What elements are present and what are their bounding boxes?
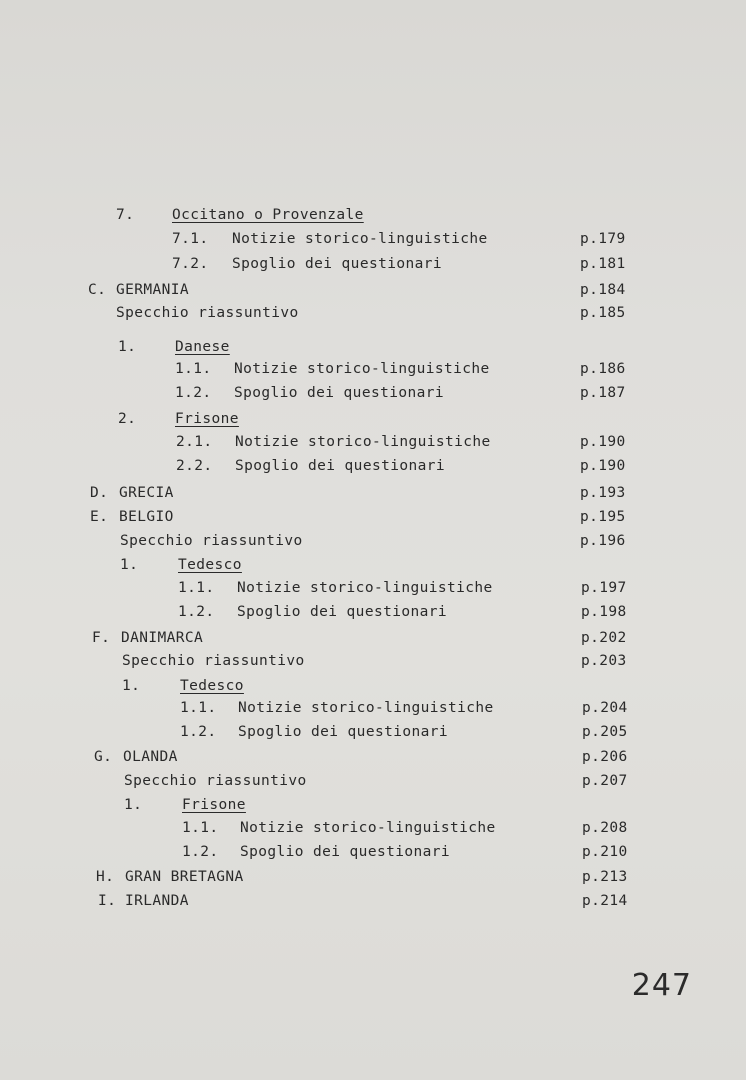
entry-number: 7.2. xyxy=(172,256,209,272)
entry-number: H. xyxy=(96,869,115,885)
entry-title: IRLANDA xyxy=(125,893,189,909)
toc-entry-country xyxy=(0,506,746,528)
entry-page: p.210 xyxy=(582,844,628,860)
entry-page: p.190 xyxy=(580,458,626,474)
entry-number: 2.1. xyxy=(176,434,213,450)
toc-entry-summary xyxy=(0,530,746,552)
entry-title: Tedesco xyxy=(180,678,244,694)
entry-page: p.213 xyxy=(582,869,628,885)
entry-number: 1.1. xyxy=(178,580,215,596)
toc-entry-country xyxy=(0,746,746,768)
toc-entry-language xyxy=(0,554,746,576)
entry-number: 7. xyxy=(116,207,135,223)
entry-title: Notizie storico-linguistiche xyxy=(234,361,490,377)
toc-entry-subsection xyxy=(0,817,746,839)
toc-entry-summary xyxy=(0,770,746,792)
toc-entry-subsection xyxy=(0,577,746,599)
entry-title: DANIMARCA xyxy=(121,630,204,646)
entry-page: p.207 xyxy=(582,773,628,789)
entry-number: 1. xyxy=(118,339,137,355)
entry-title: Notizie storico-linguistiche xyxy=(232,231,488,247)
entry-number: 7.1. xyxy=(172,231,209,247)
toc-entry-subsection xyxy=(0,382,746,404)
toc-entry-subsection xyxy=(0,228,746,250)
entry-page: p.186 xyxy=(580,361,626,377)
toc-entry-subsection xyxy=(0,358,746,380)
toc-entry-language xyxy=(0,204,746,226)
entry-title: GERMANIA xyxy=(116,282,190,298)
entry-page: p.202 xyxy=(581,630,627,646)
entry-page: p.197 xyxy=(581,580,627,596)
toc-entry-country xyxy=(0,890,746,912)
entry-number: G. xyxy=(94,749,113,765)
toc-entry-country xyxy=(0,279,746,301)
entry-page: p.179 xyxy=(580,231,626,247)
toc-entry-subsection xyxy=(0,721,746,743)
entry-number: 2. xyxy=(118,411,137,427)
entry-page: p.195 xyxy=(580,509,626,525)
entry-number: 2.2. xyxy=(176,458,213,474)
entry-page: p.214 xyxy=(582,893,628,909)
entry-title: OLANDA xyxy=(123,749,178,765)
toc-entry-country xyxy=(0,866,746,888)
entry-number: 1.1. xyxy=(175,361,212,377)
entry-page: p.181 xyxy=(580,256,626,272)
entry-page: p.185 xyxy=(580,305,626,321)
entry-title: Spoglio dei questionari xyxy=(232,256,442,272)
page-number: 247 xyxy=(631,968,692,1003)
entry-number: 1.2. xyxy=(182,844,219,860)
entry-page: p.208 xyxy=(582,820,628,836)
entry-title: Notizie storico-linguistiche xyxy=(240,820,496,836)
entry-title: Tedesco xyxy=(178,557,242,573)
entry-page: p.193 xyxy=(580,485,626,501)
entry-title: Specchio riassuntivo xyxy=(120,533,303,549)
toc-entry-language xyxy=(0,794,746,816)
toc-entry-subsection xyxy=(0,431,746,453)
entry-number: 1. xyxy=(124,797,143,813)
entry-number: F. xyxy=(92,630,111,646)
entry-page: p.204 xyxy=(582,700,628,716)
entry-title: Spoglio dei questionari xyxy=(237,604,447,620)
toc-entry-subsection xyxy=(0,601,746,623)
toc-entry-subsection xyxy=(0,455,746,477)
entry-page: p.206 xyxy=(582,749,628,765)
entry-title: Notizie storico-linguistiche xyxy=(238,700,494,716)
toc-entry-subsection xyxy=(0,253,746,275)
entry-title: BELGIO xyxy=(119,509,174,525)
toc-entry-language xyxy=(0,336,746,358)
entry-number: D. xyxy=(90,485,109,501)
entry-page: p.196 xyxy=(580,533,626,549)
entry-page: p.198 xyxy=(581,604,627,620)
entry-title: GRAN BRETAGNA xyxy=(125,869,244,885)
toc-entry-language xyxy=(0,408,746,430)
toc-entry-summary xyxy=(0,302,746,324)
entry-title: Danese xyxy=(175,339,230,355)
entry-number: I. xyxy=(98,893,117,909)
entry-page: p.190 xyxy=(580,434,626,450)
entry-number: 1.1. xyxy=(180,700,217,716)
entry-title: Notizie storico-linguistiche xyxy=(235,434,491,450)
entry-title: Notizie storico-linguistiche xyxy=(237,580,493,596)
entry-number: 1.2. xyxy=(180,724,217,740)
entry-title: Spoglio dei questionari xyxy=(234,385,444,401)
entry-number: 1. xyxy=(120,557,139,573)
entry-number: C. xyxy=(88,282,107,298)
entry-page: p.205 xyxy=(582,724,628,740)
entry-number: 1.2. xyxy=(175,385,212,401)
entry-title: Spoglio dei questionari xyxy=(235,458,445,474)
entry-number: 1.2. xyxy=(178,604,215,620)
entry-number: E. xyxy=(90,509,109,525)
entry-title: GRECIA xyxy=(119,485,174,501)
entry-page: p.203 xyxy=(581,653,627,669)
entry-title: Specchio riassuntivo xyxy=(124,773,307,789)
entry-page: p.187 xyxy=(580,385,626,401)
toc-entry-summary xyxy=(0,650,746,672)
entry-number: 1. xyxy=(122,678,141,694)
entry-title: Occitano o Provenzale xyxy=(172,207,364,223)
entry-title: Specchio riassuntivo xyxy=(122,653,305,669)
entry-title: Specchio riassuntivo xyxy=(116,305,299,321)
entry-page: p.184 xyxy=(580,282,626,298)
entry-title: Frisone xyxy=(175,411,239,427)
entry-title: Spoglio dei questionari xyxy=(238,724,448,740)
toc-entry-language xyxy=(0,675,746,697)
entry-title: Frisone xyxy=(182,797,246,813)
entry-number: 1.1. xyxy=(182,820,219,836)
toc-entry-country xyxy=(0,627,746,649)
toc-entry-subsection xyxy=(0,697,746,719)
entry-title: Spoglio dei questionari xyxy=(240,844,450,860)
toc-entry-subsection xyxy=(0,841,746,863)
toc-entry-country xyxy=(0,482,746,504)
